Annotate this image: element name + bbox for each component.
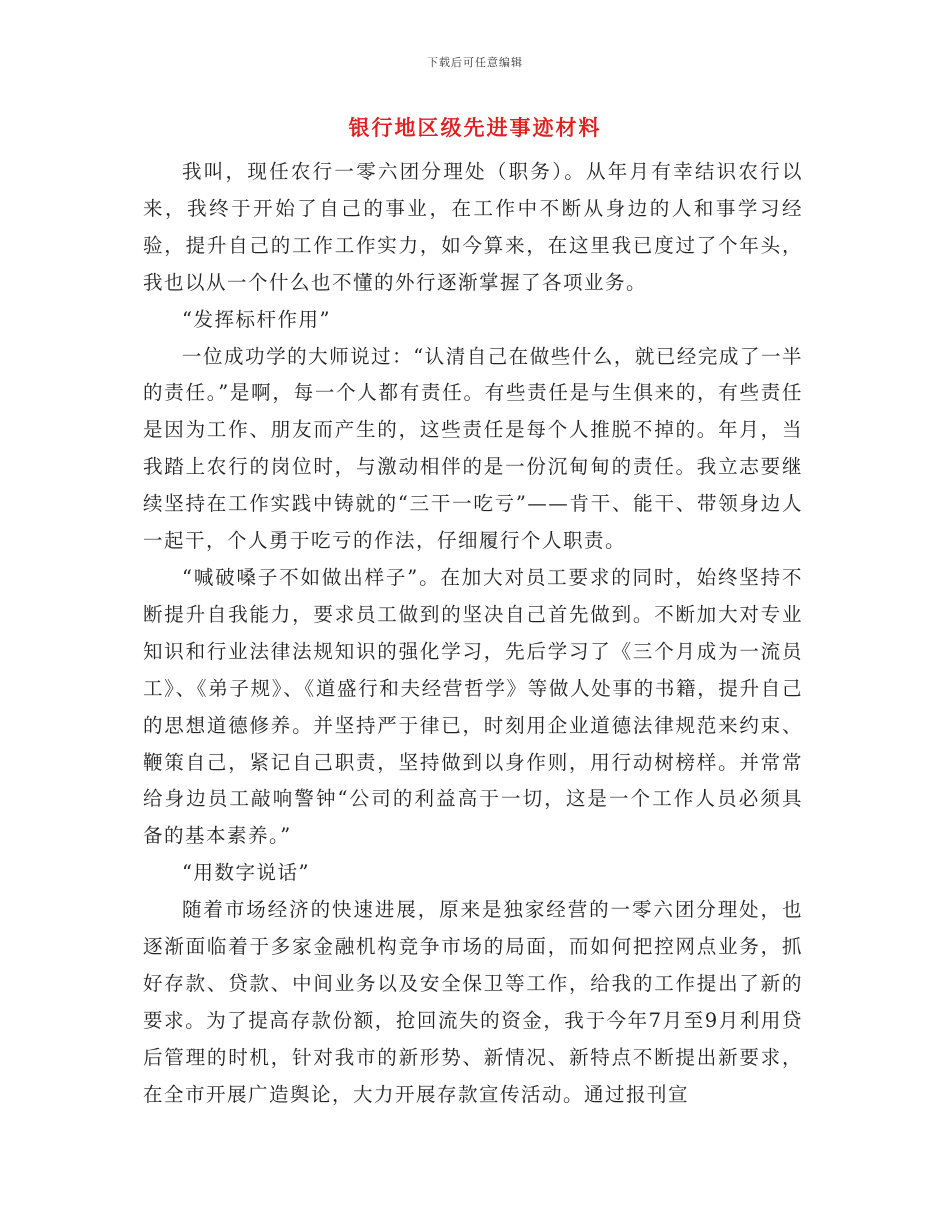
- paragraph-example: “喊破嗓子不如做出样子”。在加大对员工要求的同时，始终坚持不断提升自我能力，要求员工做到的坚决自己首先做到。不断加大对专业知识和行业法律法规知识的强化学习，先后学习了《三个月成为一流员工》、《弟子规》、《道盛行和夫经营哲学》等做人处事的书籍，提升自己的思想道德修养。并坚持严于律已，时刻用企业道德法律规范来约束、鞭策自己，紧记自己职责，坚持做到以身作则，用行动树榜样。并常常给身边员工敲响警钟“公司的利益高于一切，这是一个工作人员必须具备的基本素养。”: [143, 565, 803, 848]
- paragraph-intro: 我叫，现任农行一零六团分理处（职务）。从年月有幸结识农行以来，我终于开始了自己的事业，在工作中不断从身边的人和事学习经验，提升自己的工作工作实力，如今算来，在这里我已度过了个年头，我也以从一个什么也不懂的外行逐渐掌握了各项业务。: [143, 160, 803, 294]
- paragraph-market: 随着市场经济的快速进展，原来是独家经营的一零六团分理处，也逐渐面临着于多家金融机构竞争市场的局面，而如何把控网点业务，抓好存款、贷款、中间业务以及安全保卫等工作，给我的工作提出了新的要求。为了提高存款份额，抢回流失的资金，我于今年7月至9月利用贷后管理的时机，针对我市的新形势、新情况、新特点不断提出新要求，在全市开展广造舆论，大力开展存款宣传活动。通过报刊宣: [143, 898, 803, 1106]
- document-title: 银行地区级先进事迹材料: [348, 115, 602, 140]
- header-note: 下载后可任意编辑: [427, 56, 523, 69]
- section-heading-benchmark: “发挥标杆作用”: [182, 307, 331, 331]
- document-body: [143, 154, 803, 1114]
- section-heading-numbers: “用数字说话”: [182, 861, 310, 885]
- paragraph-responsibility: 一位成功学的大师说过：“认清自己在做些什么，就已经完成了一半的责任。”是啊，每一个人都有责任。有些责任是与生俱来的，有些责任是因为工作、朋友而产生的，这些责任是每个人推脱不掉的。年月，当我踏上农行的岗位时，与激动相伴的是一份沉甸甸的责任。我立志要继续坚持在工作实践中铸就的“三干一吃亏”——肯干、能干、带领身边人一起干，个人勇于吃亏的作法，仔细履行个人职责。: [143, 344, 803, 553]
